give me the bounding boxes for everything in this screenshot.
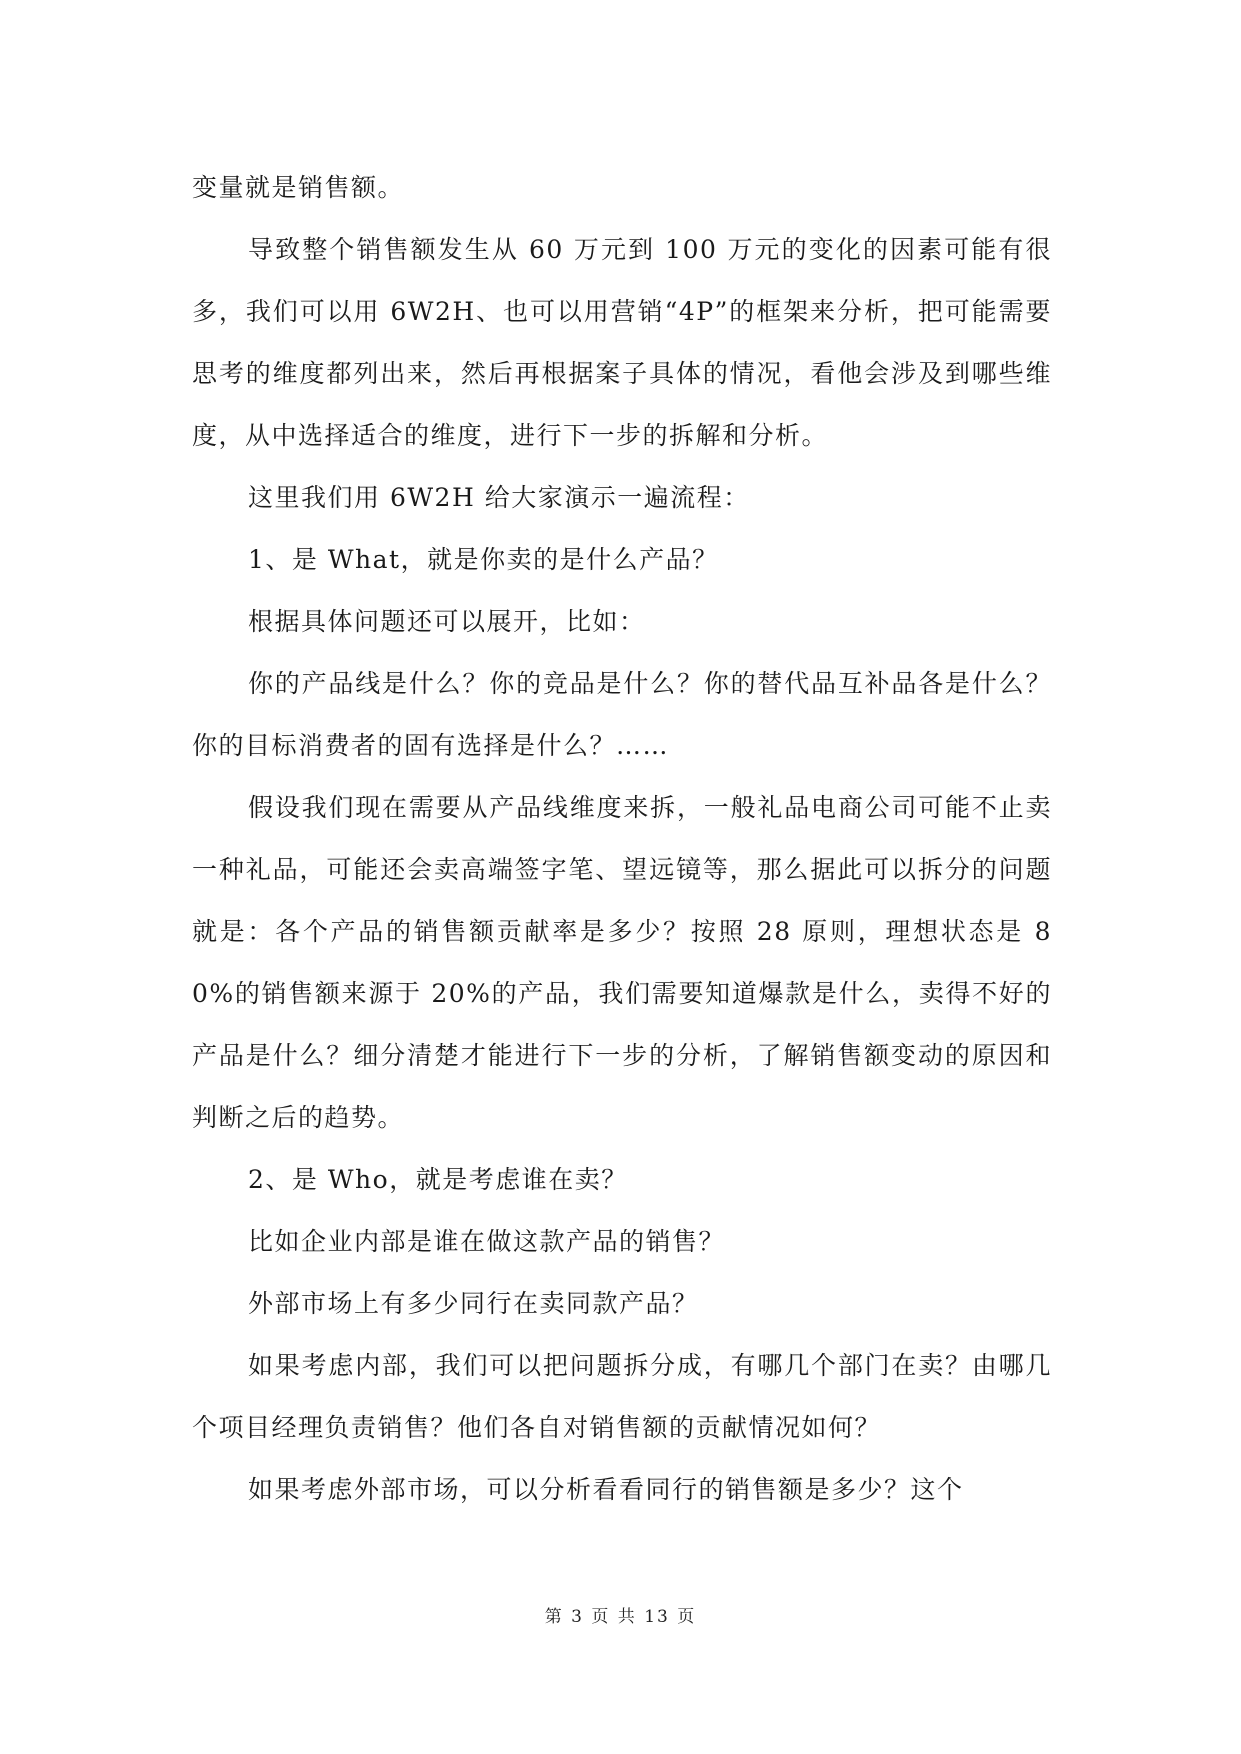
paragraph: 根据具体问题还可以展开，比如： (248, 607, 646, 636)
paragraph: 比如企业内部是谁在做这款产品的销售？ (248, 1227, 726, 1256)
paragraph: 如果考虑内部，我们可以把问题拆分成，有哪几个部门在卖？由哪几个项目经理负责销售？他们各自对销售额的贡献情况如何？ (192, 1351, 1052, 1442)
paragraph: 如果考虑外部市场，可以分析看看同行的销售额是多少？这个 (248, 1475, 964, 1504)
list-item-who: 2、是 Who，就是考虑谁在卖？ (248, 1165, 628, 1194)
document-body (192, 157, 1052, 1521)
paragraph: 变量就是销售额。 (192, 173, 405, 202)
page-footer: 第 3 页 共 13 页 (544, 1607, 697, 1627)
paragraph: 假设我们现在需要从产品线维度来拆，一般礼品电商公司可能不止卖一种礼品，可能还会卖高端签字笔、望远镜等，那么据此可以拆分的问题就是：各个产品的销售额贡献率是多少？按照 28 原则，理想状态是 80%的销售额来源于 20%的产品，我们需要知道爆款是什么，卖得不好的产品是什么？细分清楚才能进行下一步的分析，了解销售额变动的原因和判断之后的趋势。 (192, 793, 1052, 1132)
list-item-what: 1、是 What，就是你卖的是什么产品？ (248, 545, 719, 574)
paragraph: 导致整个销售额发生从 60 万元到 100 万元的变化的因素可能有很多，我们可以用 6W2H、也可以用营销“4P”的框架来分析，把可能需要思考的维度都列出来，然后再根据案子具体的情况，看他会涉及到哪些维度，从中选择适合的维度，进行下一步的拆解和分析。 (192, 235, 1052, 450)
paragraph: 外部市场上有多少同行在卖同款产品？ (248, 1289, 699, 1318)
paragraph: 这里我们用 6W2H 给大家演示一遍流程： (248, 483, 750, 512)
paragraph: 你的产品线是什么？你的竞品是什么？你的替代品互补品各是什么？你的目标消费者的固有选择是什么？…… (192, 669, 1052, 760)
